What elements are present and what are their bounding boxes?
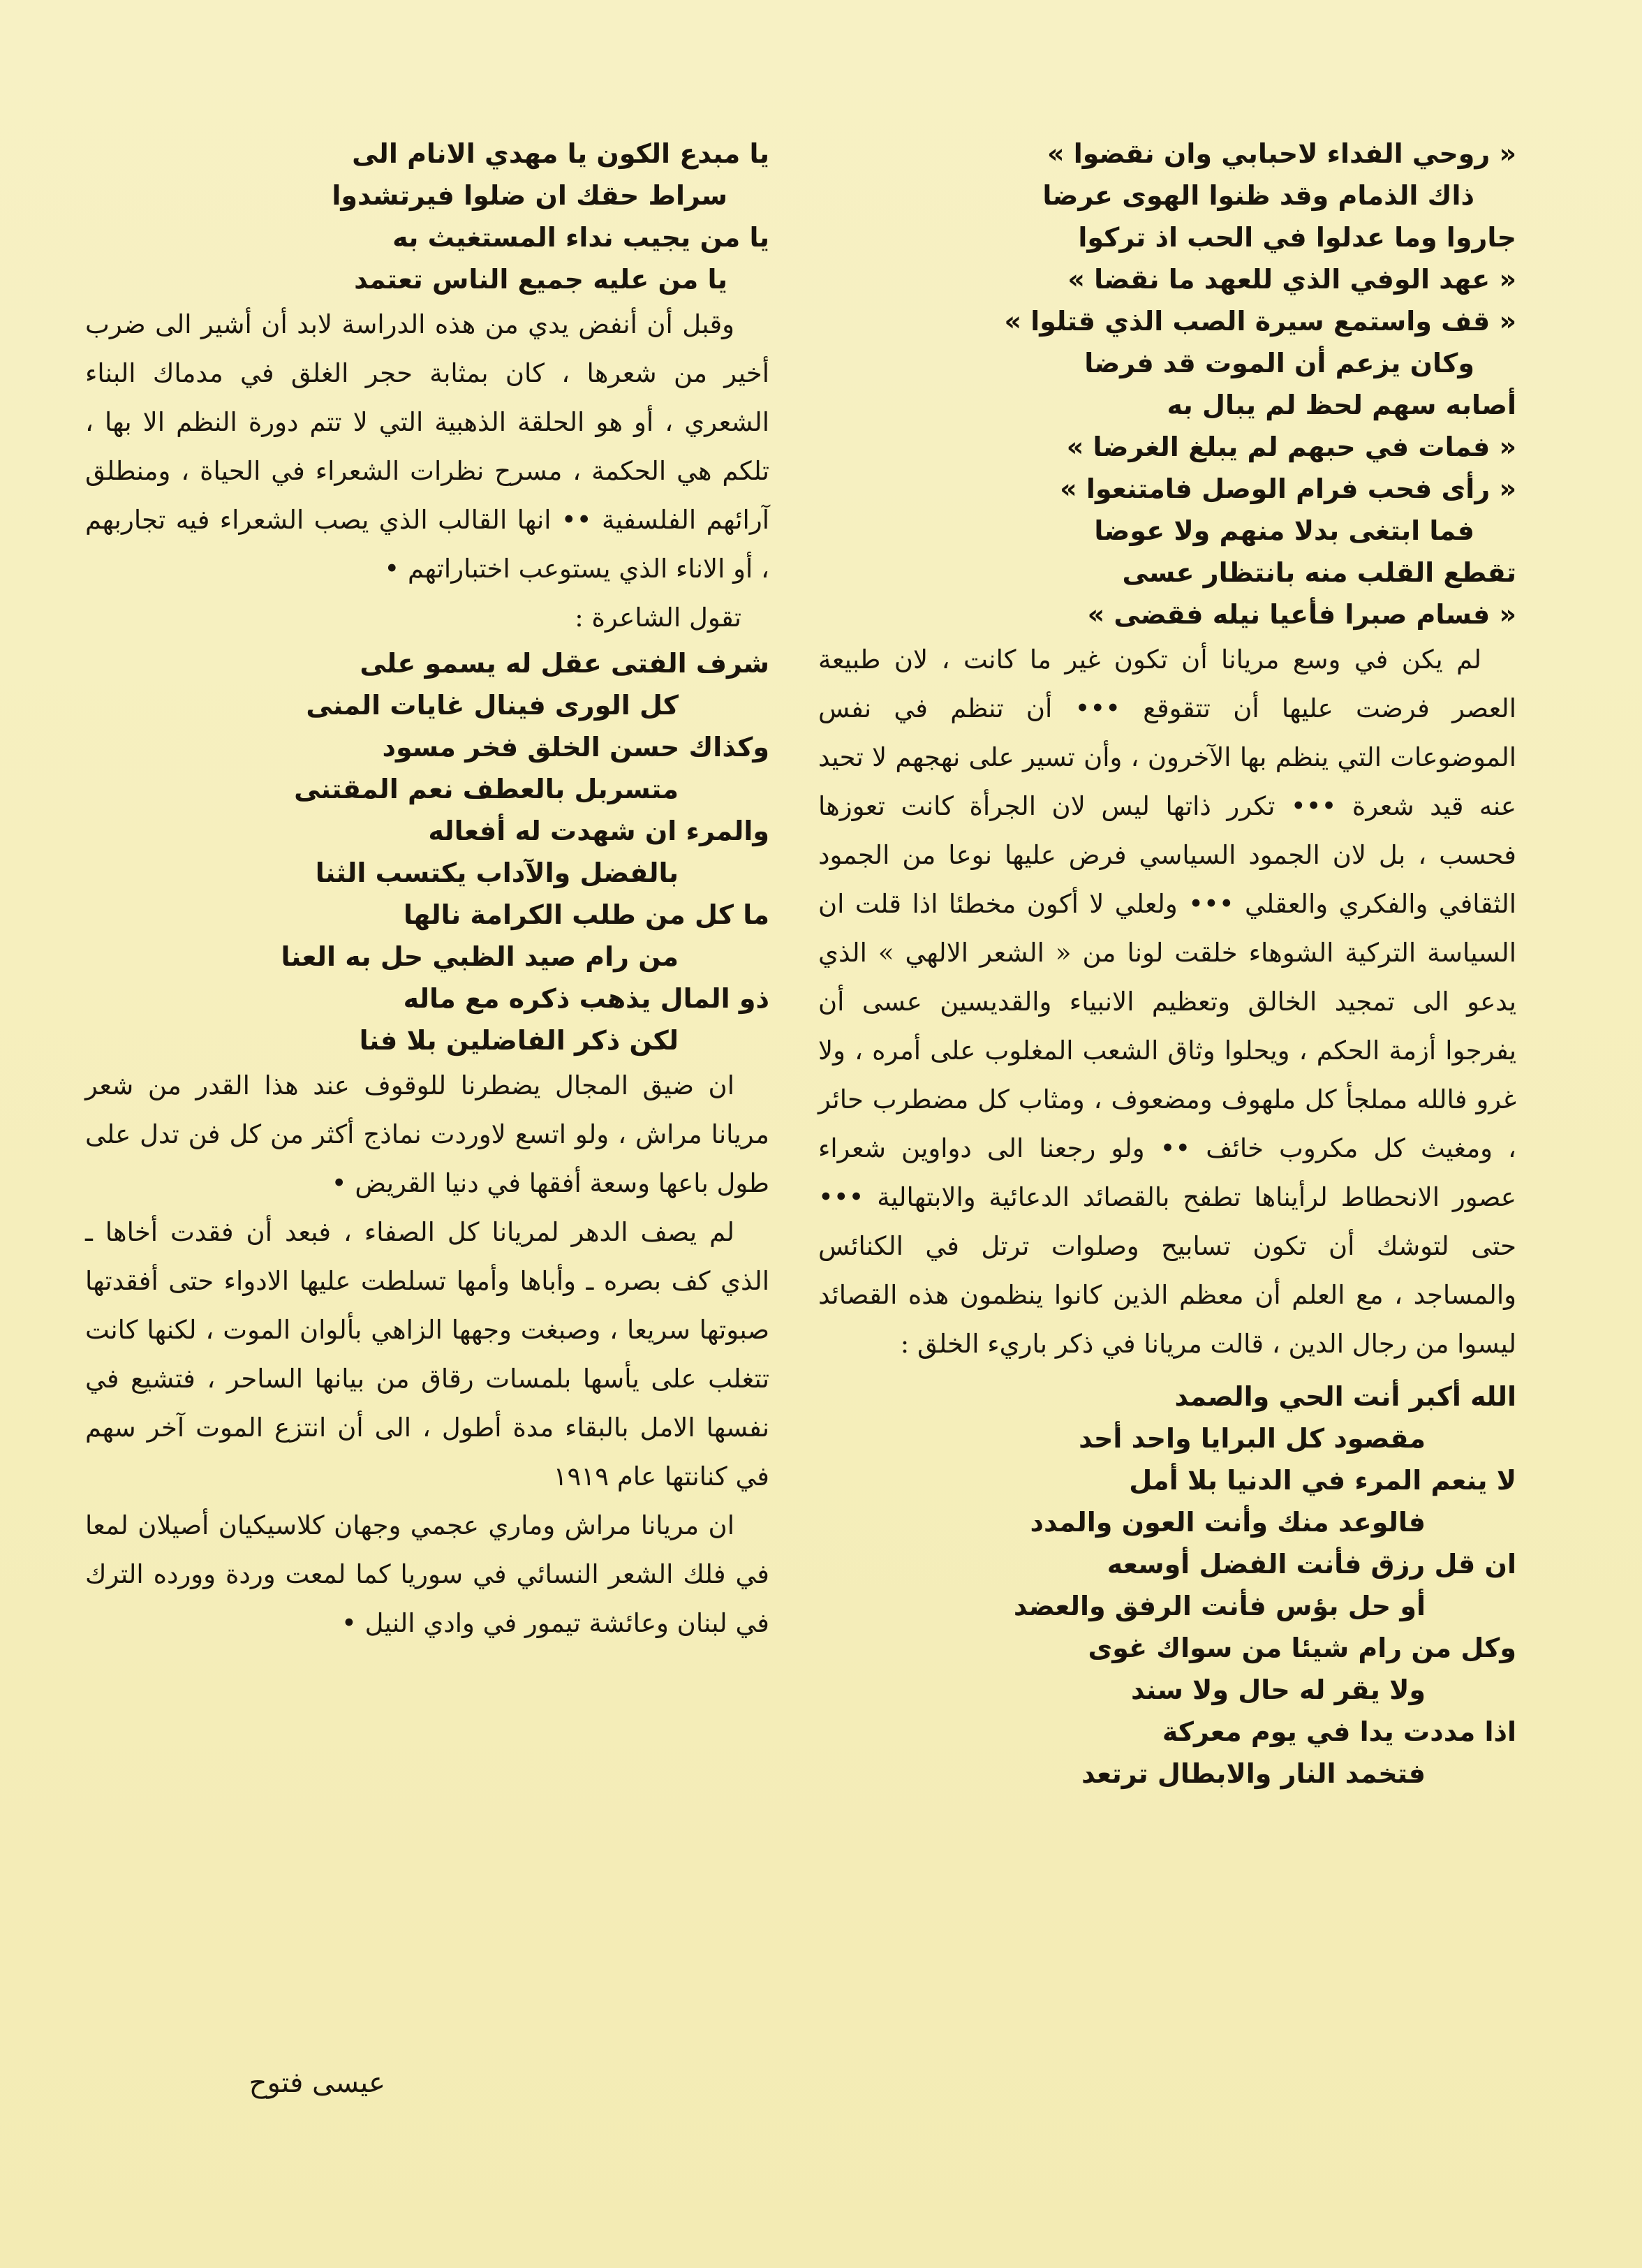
verse-line: « رأى فحب فرام الوصل فامتنعوا » [1060, 473, 1516, 504]
left-prose-1 [85, 300, 769, 594]
verse-line: وكذاك حسن الخلق فخر مسود [382, 732, 769, 763]
verse-line: جاروا وما عدلوا في الحب اذ تركوا [1078, 222, 1516, 253]
verse-line: « عهد الوفي الذي للعهد ما نقضا » [1067, 264, 1516, 295]
verse-line: فتخمد النار والابطال ترتعد [1081, 1758, 1426, 1789]
right-prose [818, 635, 1516, 1369]
paragraph: لم يصف الدهر لمريانا كل الصفاء ، فبعد أن فقدت أخاها ـ الذي كف بصره ـ وأباها وأمها تسلطت عليها الادواء حتى أفقدتها صبوتها سريعا ، وصبغت وجهها الزاهي بألوان الموت ، لكنها كانت تتغلب على يأسها بلمسات رقاق من بيانها الساحر ، فتشيع في نفسها الامل بالبقاء مدة أطول ، الى أن انتزع الموت آخر سهم في كنانتها عام ١٩١٩ [85, 1217, 769, 1492]
verse-line: لا ينعم المرء في الدنيا بلا أمل [1129, 1465, 1516, 1496]
verse-line: وكل من رام شيئا من سواك غوى [1088, 1633, 1516, 1663]
right-column [818, 133, 1516, 1795]
verse-line: فالوعد منك وأنت العون والمدد [1030, 1507, 1426, 1538]
paragraph: ان مريانا مراش وماري عجمي وجهان كلاسيكيان أصيلان لمعا في فلك الشعر النسائي في سوريا كما لمعت وردة وورده الترك في لبنان وعائشة تيمور في وادي النيل • [85, 1510, 769, 1638]
paragraph: لم يكن في وسع مريانا أن تكون غير ما كانت ، لان طبيعة العصر فرضت عليها أن تتقوقع ••• أن تنظم في نفس الموضوعات التي ينظم بها الآخرون ، وأن تسير على نهجهم لا تحيد عنه قيد شعرة ••• تكرر ذاتها ليس لان الجرأة كانت تعوزها فحسب ، بل لان الجمود السياسي فرض عليها نوعا من الجمود الثقافي والفكري والعقلي ••• ولعلي لا أكون مخطئا اذا قلت ان السياسة التركية الشوهاء خلقت لونا من « الشعر الالهي » الذي يدعو الى تمجيد الخالق وتعظيم الانبياء والقديسين عسى أن يفرجوا أزمة الحكم ، ويحلوا وثاق الشعب المغلوب على أمره ، ولا غرو فالله مملجأ كل ملهوف ومضعوف ، ومثاب كل مضطرب حائر ، ومغيث كل مكروب خائف •• ولو رجعنا الى دواوين شعراء عصور الانحطاط لرأيناها تطفح بالقصائد الدعائية والابتهالية ••• حتى لتوشك أن تكون تسابيح وصلوات ترتل في الكنائس والمساجد ، مع العلم أن معظم الذين كانوا ينظمون هذه القصائد ليسوا من رجال الدين ، قالت مريانا في ذكر باريء الخلق : [818, 645, 1516, 1359]
left-column [85, 133, 769, 1648]
poem-mid-left [85, 642, 769, 1061]
verse-line: أو حل بؤس فأنت الرفق والعضد [1013, 1591, 1426, 1621]
poem-bottom-right [818, 1376, 1516, 1795]
verse-line: ما كل من طلب الكرامة نالها [403, 899, 769, 930]
verse-line: بالفضل والآداب يكتسب الثنا [315, 857, 679, 888]
poem-top-left [85, 133, 769, 300]
verse-line: أصابه سهم لحظ لم يبال به [1167, 390, 1516, 420]
verse-line: متسربل بالعطف نعم المقتنى [294, 774, 679, 804]
verse-line: يا من عليه جميع الناس تعتمد [354, 264, 727, 295]
paragraph: ان ضيق المجال يضطرنا للوقوف عند هذا القدر من شعر مريانا مراش ، ولو اتسع لاوردت نماذج أكثر من كل فن تدل على طول باعها وسعة أفقها في دنيا القريض • [85, 1070, 769, 1198]
author-signature: عيسى فتوح [249, 2067, 385, 2099]
paragraph: وقبل أن أنفض يدي من هذه الدراسة لابد أن أشير الى ضرب أخير من شعرها ، كان بمثابة حجر الغلق في مدماك البناء الشعري ، أو هو الحلقة الذهبية التي لا تتم دورة النظم الا بها ، تلكم هي الحكمة ، مسرح نظرات الشعراء في الحياة ، ومنطلق آرائهم الفلسفية •• انها القالب الذي يصب الشعراء فيه تجاربهم ، أو الاناء الذي يستوعب اختباراتهم • [85, 309, 769, 584]
verse-line: « فمات في حبهم لم يبلغ الغرضا » [1066, 432, 1516, 462]
verse-line: يا من يجيب نداء المستغيث به [392, 222, 769, 253]
verse-line: والمرء ان شهدت له أفعاله [428, 816, 769, 846]
verse-line: من رام صيد الظبي حل به العنا [281, 941, 679, 972]
verse-line: الله أكبر أنت الحي والصمد [1174, 1381, 1516, 1412]
verse-line: ان قل رزق فأنت الفضل أوسعه [1107, 1549, 1516, 1580]
verse-line: فما ابتغى بدلا منهم ولا عوضا [1094, 515, 1474, 546]
verse-line: سراط حقك ان ضلوا فيرتشدوا [332, 180, 727, 211]
verse-line: كل الورى فينال غايات المنى [306, 690, 679, 721]
verse-line: ولا يقر له حال ولا سند [1130, 1674, 1426, 1705]
poem-top-right [818, 133, 1516, 635]
verse-line: لكن ذكر الفاضلين بلا فنا [359, 1025, 679, 1056]
verse-line: « فسام صبرا فأعيا نيله فقضى » [1087, 599, 1516, 630]
verse-line: يا مبدع الكون يا مهدي الانام الى [352, 138, 769, 169]
verse-line: ذو المال يذهب ذكره مع ماله [403, 983, 769, 1014]
verse-line: مقصود كل البرايا واحد أحد [1079, 1423, 1426, 1454]
verse-line: شرف الفتى عقل له يسمو على [360, 648, 769, 679]
verse-line: تقطع القلب منه بانتظار عسى [1122, 557, 1516, 588]
verse-line: « قف واستمع سيرة الصب الذي قتلوا » [1004, 306, 1516, 337]
verse-line: وكان يزعم أن الموت قد فرضا [1084, 348, 1474, 378]
verse-line: « روحي الفداء لاحبابي وان نقضوا » [1046, 138, 1516, 169]
verse-line: ذاك الذمام وقد ظنوا الهوى عرضا [1042, 180, 1474, 211]
poet-intro-label: تقول الشاعرة : [575, 603, 741, 633]
verse-line: اذا مددت يدا في يوم معركة [1162, 1716, 1516, 1747]
left-prose-2 [85, 1061, 769, 1648]
